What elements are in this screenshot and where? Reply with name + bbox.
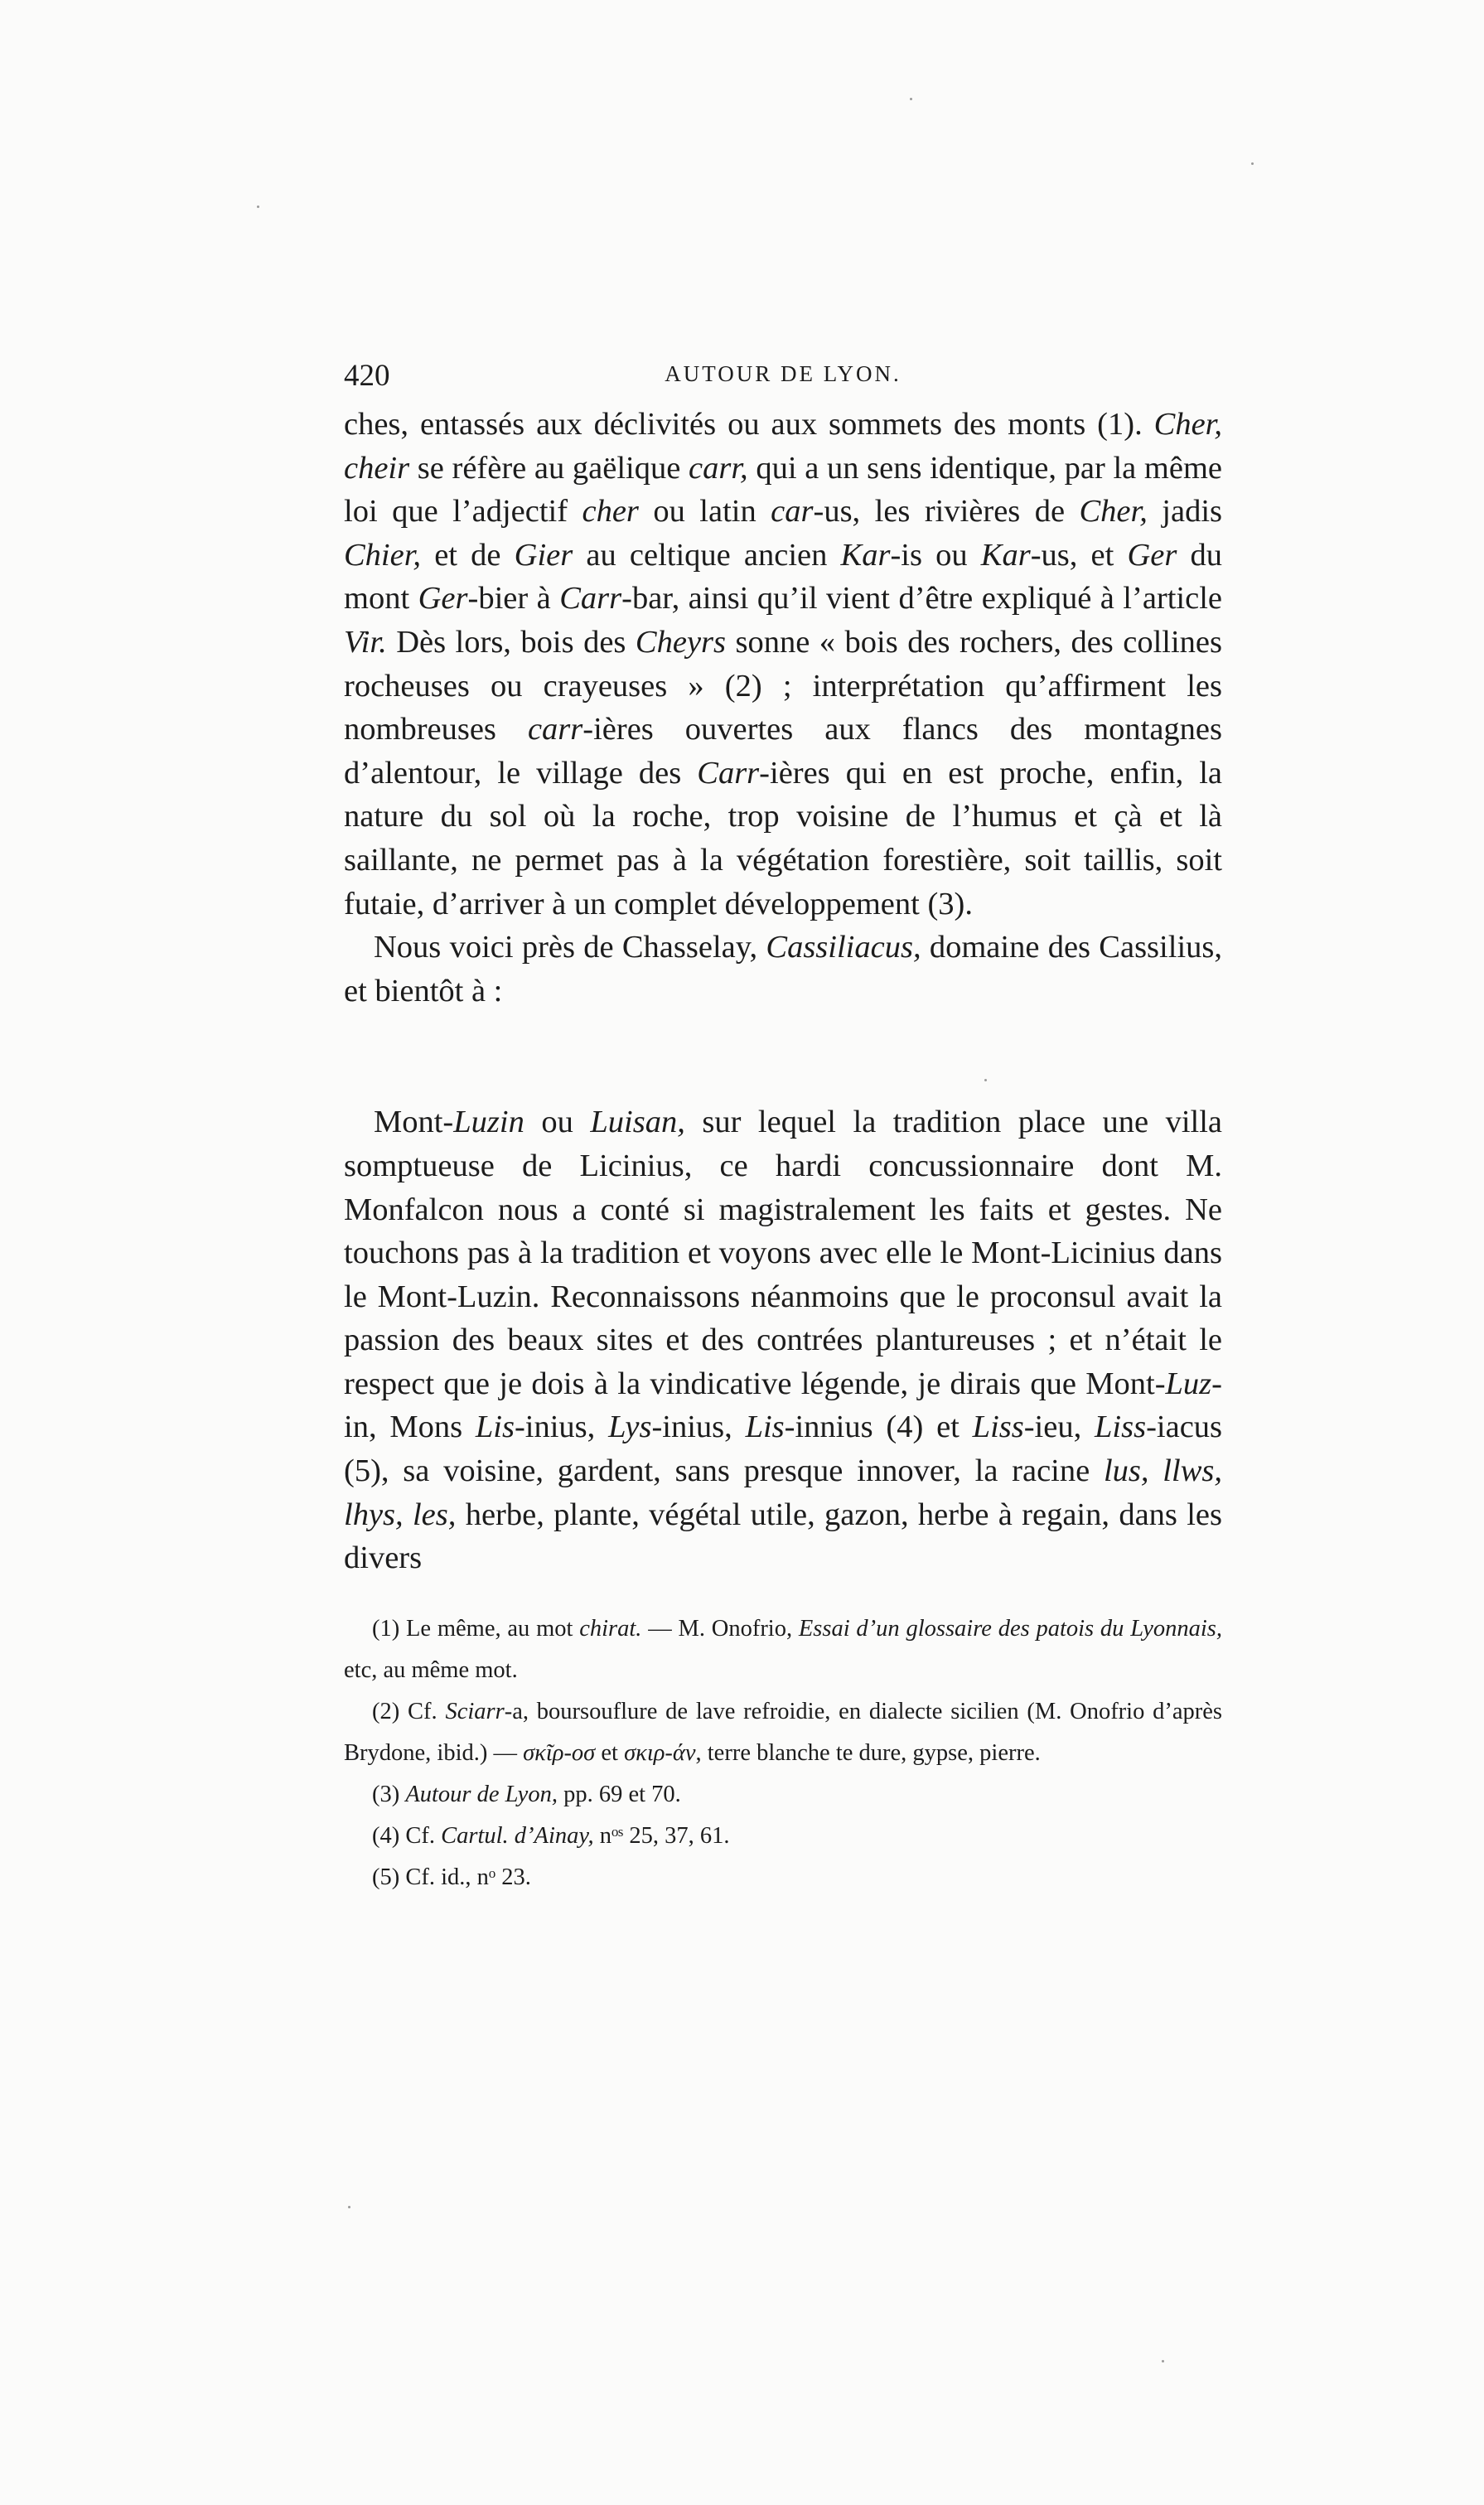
italic-text-run: Cher, cheir bbox=[344, 407, 1222, 486]
text-run: domaine des Cassilius, et bientôt à : bbox=[344, 930, 1222, 1008]
text-run: , terre blanche te dure, gypse, pierre. bbox=[695, 1739, 1041, 1766]
italic-text-run: Essai d’un glossaire des patois du Lyonnais, bbox=[798, 1615, 1223, 1642]
text-run: Nous voici près de Chasselay, bbox=[374, 930, 766, 965]
text-run: -a, boursouflure de lave refroidie, en dialecte sicilien (M. Onofrio d’après Brydone, ibid.) — bbox=[344, 1698, 1223, 1766]
paper-speck bbox=[910, 98, 912, 100]
italic-text-run: Chier, bbox=[344, 537, 422, 573]
italic-text-run: Luisan, bbox=[590, 1105, 685, 1140]
italic-text-run: Cassiliacus, bbox=[766, 930, 921, 965]
page-header bbox=[344, 358, 1222, 403]
italic-text-run: Lis bbox=[475, 1410, 515, 1445]
text-run: -inius, bbox=[514, 1410, 609, 1445]
text-run: -us, et bbox=[1030, 537, 1128, 573]
text-run: (2) Cf. bbox=[372, 1698, 446, 1724]
footnote-5 bbox=[344, 1857, 1222, 1898]
italic-text-run: Carr bbox=[559, 581, 622, 617]
italic-text-run: Gier bbox=[514, 537, 573, 573]
italic-text-run: Lys bbox=[608, 1410, 652, 1445]
italic-text-run: cher bbox=[582, 494, 639, 530]
italic-text-run: Luzin bbox=[453, 1105, 524, 1140]
text-run: sur lequel la tradition place une villa somptueuse de Licinius, ce hardi concussionnaire dont M. Monfalcon nous a conté si magistralement les faits et gestes. Ne touchons pas à la tradition et voyons avec elle le Mont-Licinius dans le Mont-Luzin. Reconnaissons néanmoins que le proconsul avait la passion des beaux sites et des contrées plantureuses ; et n’était le respect que je dois à la vindicative légende, je dirais que Mont- bbox=[344, 1105, 1222, 1401]
italic-text-run: Sciarr bbox=[445, 1698, 505, 1724]
text-run: du mont bbox=[344, 537, 1223, 617]
italic-text-run: Kar bbox=[840, 537, 891, 573]
italic-text-run: Cheyrs bbox=[635, 624, 726, 660]
text-run: (1) Le même, au mot bbox=[372, 1615, 580, 1642]
text-run: jadis bbox=[1147, 494, 1222, 530]
text-run: ches, entassés aux déclivités ou aux sommets des monts (1). bbox=[344, 407, 1154, 442]
text-run: (5) Cf. id., nᵒ 23. bbox=[372, 1864, 531, 1890]
text-run: -iacus (5), sa voisine, gardent, sans presque innover, la racine bbox=[344, 1410, 1223, 1489]
text-run: sonne « bois des rochers, des collines rocheuses ou crayeuses » (2) ; interprétation qu’affirment les nombreuses bbox=[344, 624, 1223, 747]
paragraph-carr-etymology bbox=[344, 403, 1222, 926]
text-run: -inius, bbox=[651, 1410, 746, 1445]
italic-text-run: Ger bbox=[418, 581, 468, 617]
italic-text-run: Luz bbox=[1165, 1366, 1212, 1401]
text-run: -is ou bbox=[890, 537, 981, 573]
italic-text-run: Cartul. d’Ainay, bbox=[441, 1822, 594, 1849]
italic-text-run: Ger bbox=[1127, 537, 1177, 573]
text-run: ou bbox=[524, 1105, 591, 1140]
paper-speck bbox=[984, 1079, 987, 1081]
text-run: herbe, plante, végétal utile, gazon, herbe à regain, dans les divers bbox=[344, 1497, 1222, 1576]
running-head: AUTOUR DE LYON. bbox=[665, 361, 902, 386]
text-run: (4) Cf. bbox=[372, 1822, 442, 1849]
italic-text-run: Lis bbox=[745, 1410, 785, 1445]
italic-text-run: Vir. bbox=[344, 624, 387, 660]
italic-text-run: Liss bbox=[1095, 1410, 1147, 1445]
text-run: (3) bbox=[372, 1781, 406, 1807]
italic-text-run: Autour de Lyon, bbox=[405, 1781, 558, 1807]
text-run: -in, Mons bbox=[344, 1366, 1222, 1445]
footnote-3 bbox=[344, 1774, 1222, 1816]
text-run: -us, les rivières de bbox=[813, 494, 1080, 530]
italic-text-run: Liss bbox=[972, 1410, 1024, 1445]
italic-text-run: chirat. bbox=[579, 1615, 642, 1642]
text-run: et de bbox=[421, 537, 515, 573]
text-run: Dès lors, bois des bbox=[386, 624, 636, 660]
footnote-4 bbox=[344, 1816, 1222, 1857]
text-run: -bier à bbox=[467, 581, 560, 617]
paper-speck bbox=[348, 2206, 350, 2208]
text-run: et bbox=[595, 1739, 625, 1766]
text-run: nᵒˢ 25, 37, 61. bbox=[593, 1822, 730, 1849]
text-run: -ières qui en est proche, enfin, la nature du sol où la roche, trop voisine de l’humus et çà et là saillante, ne permet pas à la végétation forestière, soit taillis, soit futaie, d’arriver à un complet développement (3). bbox=[344, 755, 1222, 921]
book-page bbox=[344, 358, 1222, 1898]
italic-text-run: carr bbox=[527, 712, 583, 747]
text-run: etc, au même mot. bbox=[344, 1656, 518, 1683]
text-run: au celtique ancien bbox=[573, 537, 841, 573]
text-run: -bar, ainsi qu’il vient d’être expliqué à l’article bbox=[621, 581, 1223, 617]
paragraph-chasselay bbox=[344, 926, 1222, 1013]
italic-text-run: car bbox=[771, 494, 814, 530]
italic-text-run: lus, llws, lhys, les, bbox=[344, 1453, 1222, 1532]
paragraph-mont-luzin bbox=[344, 1100, 1222, 1580]
text-run: -ières ouvertes aux flancs des montagnes d’alentour, le village des bbox=[344, 712, 1222, 791]
italic-text-run: σκιρ-άν bbox=[624, 1739, 696, 1766]
text-run: qui a un sens identique, par la même loi que l’adjectif bbox=[344, 450, 1223, 530]
text-run: ou latin bbox=[638, 494, 771, 530]
text-run: se réfère au gaëlique bbox=[409, 450, 689, 486]
text-run: -ieu, bbox=[1023, 1410, 1095, 1445]
italic-text-run: Kar bbox=[980, 537, 1031, 573]
italic-text-run: carr, bbox=[689, 450, 748, 486]
italic-text-run: Carr bbox=[697, 755, 760, 791]
page-number: 420 bbox=[344, 359, 390, 393]
italic-text-run: Cher, bbox=[1079, 494, 1148, 530]
paper-speck bbox=[1251, 162, 1254, 165]
footnotes bbox=[344, 1608, 1222, 1898]
footnote-1 bbox=[344, 1608, 1222, 1691]
paper-speck bbox=[1162, 2360, 1164, 2362]
text-run: -innius (4) et bbox=[784, 1410, 973, 1445]
text-run: Mont- bbox=[374, 1105, 454, 1140]
italic-text-run: σκῖρ-οσ bbox=[523, 1739, 596, 1766]
text-run: — M. Onofrio, bbox=[641, 1615, 799, 1642]
paper-speck bbox=[257, 206, 259, 208]
footnote-2 bbox=[344, 1691, 1222, 1774]
text-run: pp. 69 et 70. bbox=[557, 1781, 681, 1807]
